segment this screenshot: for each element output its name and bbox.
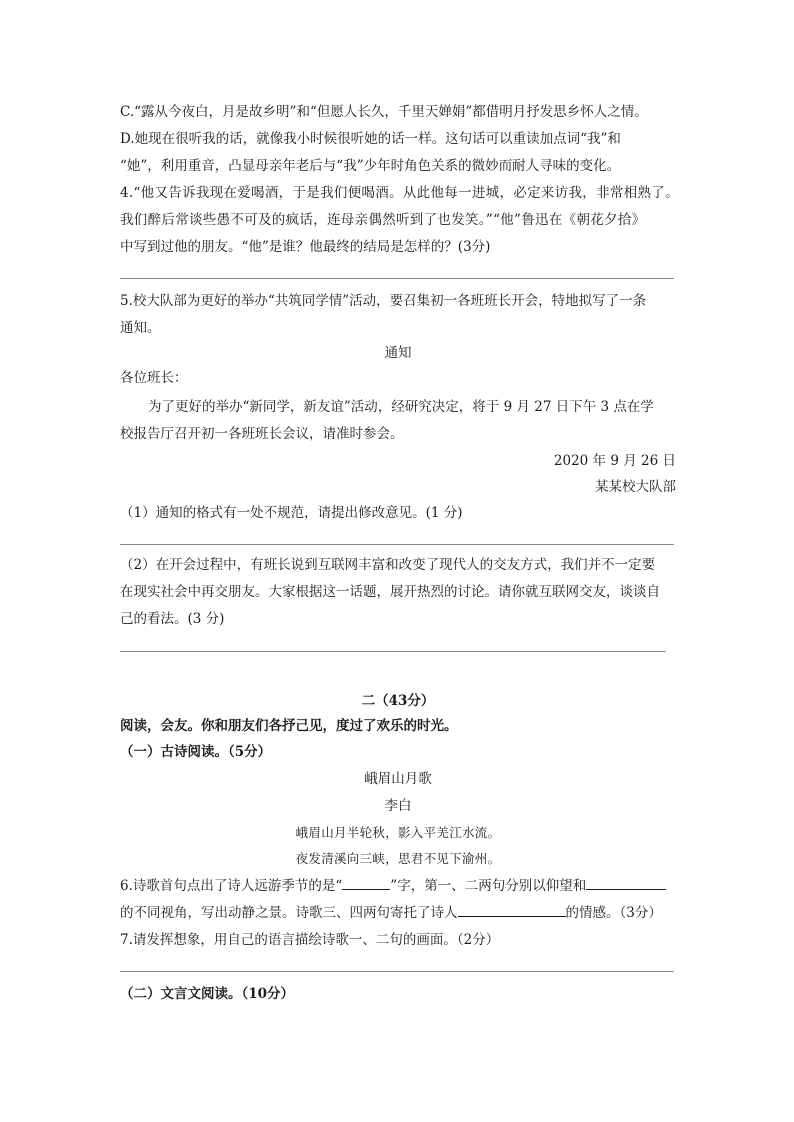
notice-salutation: 各位班长： [120, 370, 188, 386]
question-6-line-1 [120, 875, 676, 897]
question-5-sub-2-line-1: （2）在开会过程中，有班长说到互联网丰富和改变了现代人的交友方式，我们并不一定要 [120, 557, 656, 573]
question-5-intro-line-1: 5.校大队部为更好的举办“共筑同学情”活动，要召集初一各班班长开会，特地拟写了一条 [120, 293, 647, 309]
question-6-text-b: ”字，第一、二两句分别以仰望和 [390, 878, 587, 894]
answer-line-q7[interactable] [120, 971, 674, 972]
question-4-quote-line-2: 我们醉后常谈些愚不可及的疯话，连母亲偶然听到了也发笑。”“他”鲁迅在《朝花夕拾》 [120, 212, 646, 228]
question-7-prompt: 7.请发挥想象，用自己的语言描绘诗歌一、二句的画面。（2分） [120, 932, 500, 948]
poem-line-1: 峨眉山月半轮秋，影入平羌江水流。 [295, 825, 501, 840]
notice-title: 通知 [384, 345, 412, 361]
question-4-quote-line-1: 4.“他又告诉我现在爱喝酒，于是我们便喝酒。从此他每一进城，必定来访我，非常相熟了。 [120, 185, 679, 201]
question-4-prompt: 中写到过他的朋友。“他”是谁？他最终的结局是怎样的？(3分) [120, 239, 491, 255]
question-5-sub-1: （1）通知的格式有一处不规范，请提出修改意见。(1 分) [120, 505, 463, 521]
option-d-line-2: “她”，利用重音，凸显母亲年老后与“我”少年时角色关系的微妙而耐人寻味的变化。 [120, 158, 621, 174]
question-6-text-a: 6.诗歌首句点出了诗人远游季节的是“ [120, 878, 343, 894]
blank-viewpoint[interactable] [586, 875, 666, 890]
question-5-sub-2-line-2: 在现实社会中再交朋友。大家根据这一话题，展开热烈的讨论。请你就互联网交友，谈谈自 [120, 584, 660, 600]
blank-season-word[interactable] [342, 875, 390, 890]
question-5-sub-2-line-3: 己的看法。(3 分) [120, 611, 225, 627]
poem-line-2: 夜发清溪向三峡，思君不见下渝州。 [295, 851, 501, 866]
poetry-section-heading: （一）古诗阅读。（5分） [120, 744, 272, 760]
classical-prose-section-heading: （二）文言文阅读。（10分） [120, 986, 295, 1002]
notice-body-line-2: 校报告厅召开初一各班班长会议，请准时参会。 [120, 426, 404, 442]
answer-line-q5-2[interactable] [120, 651, 666, 652]
answer-line-q4[interactable] [120, 278, 674, 279]
question-6-text-d: 的情感。（3分） [565, 905, 662, 921]
poem-author: 李白 [384, 798, 412, 814]
notice-body-line-1: 为了更好的举办“新同学，新友谊”活动，经研究决定，将于 9 月 27 日下午 3 点在学 [148, 399, 654, 415]
part-2-heading: 二（43分） [361, 693, 435, 709]
answer-line-q5-1[interactable] [120, 544, 674, 545]
question-6-text-c: 的不同视角，写出动静之景。诗歌三、四两句寄托了诗人 [120, 905, 458, 921]
notice-date: 2020 年 9 月 26 日 [553, 453, 676, 469]
option-c-text: C.“露从今夜白，月是故乡明”和“但愿人长久，千里天婵娟”都借明月抒发思乡怀人之情。 [120, 104, 648, 120]
notice-issuer: 某某校大队部 [595, 479, 676, 495]
question-5-intro-line-2: 通知。 [120, 320, 161, 336]
blank-emotion[interactable] [458, 902, 566, 917]
question-6-line-2 [120, 902, 676, 924]
part-2-lead: 阅读，会友。你和朋友们各抒己见，度过了欢乐的时光。 [120, 718, 458, 734]
option-d-line-1: D.她现在很听我的话，就像我小时候很听她的话一样。这句话可以重读加点词“我”和 [120, 131, 621, 147]
poem-title: 峨眉山月歌 [364, 771, 432, 787]
